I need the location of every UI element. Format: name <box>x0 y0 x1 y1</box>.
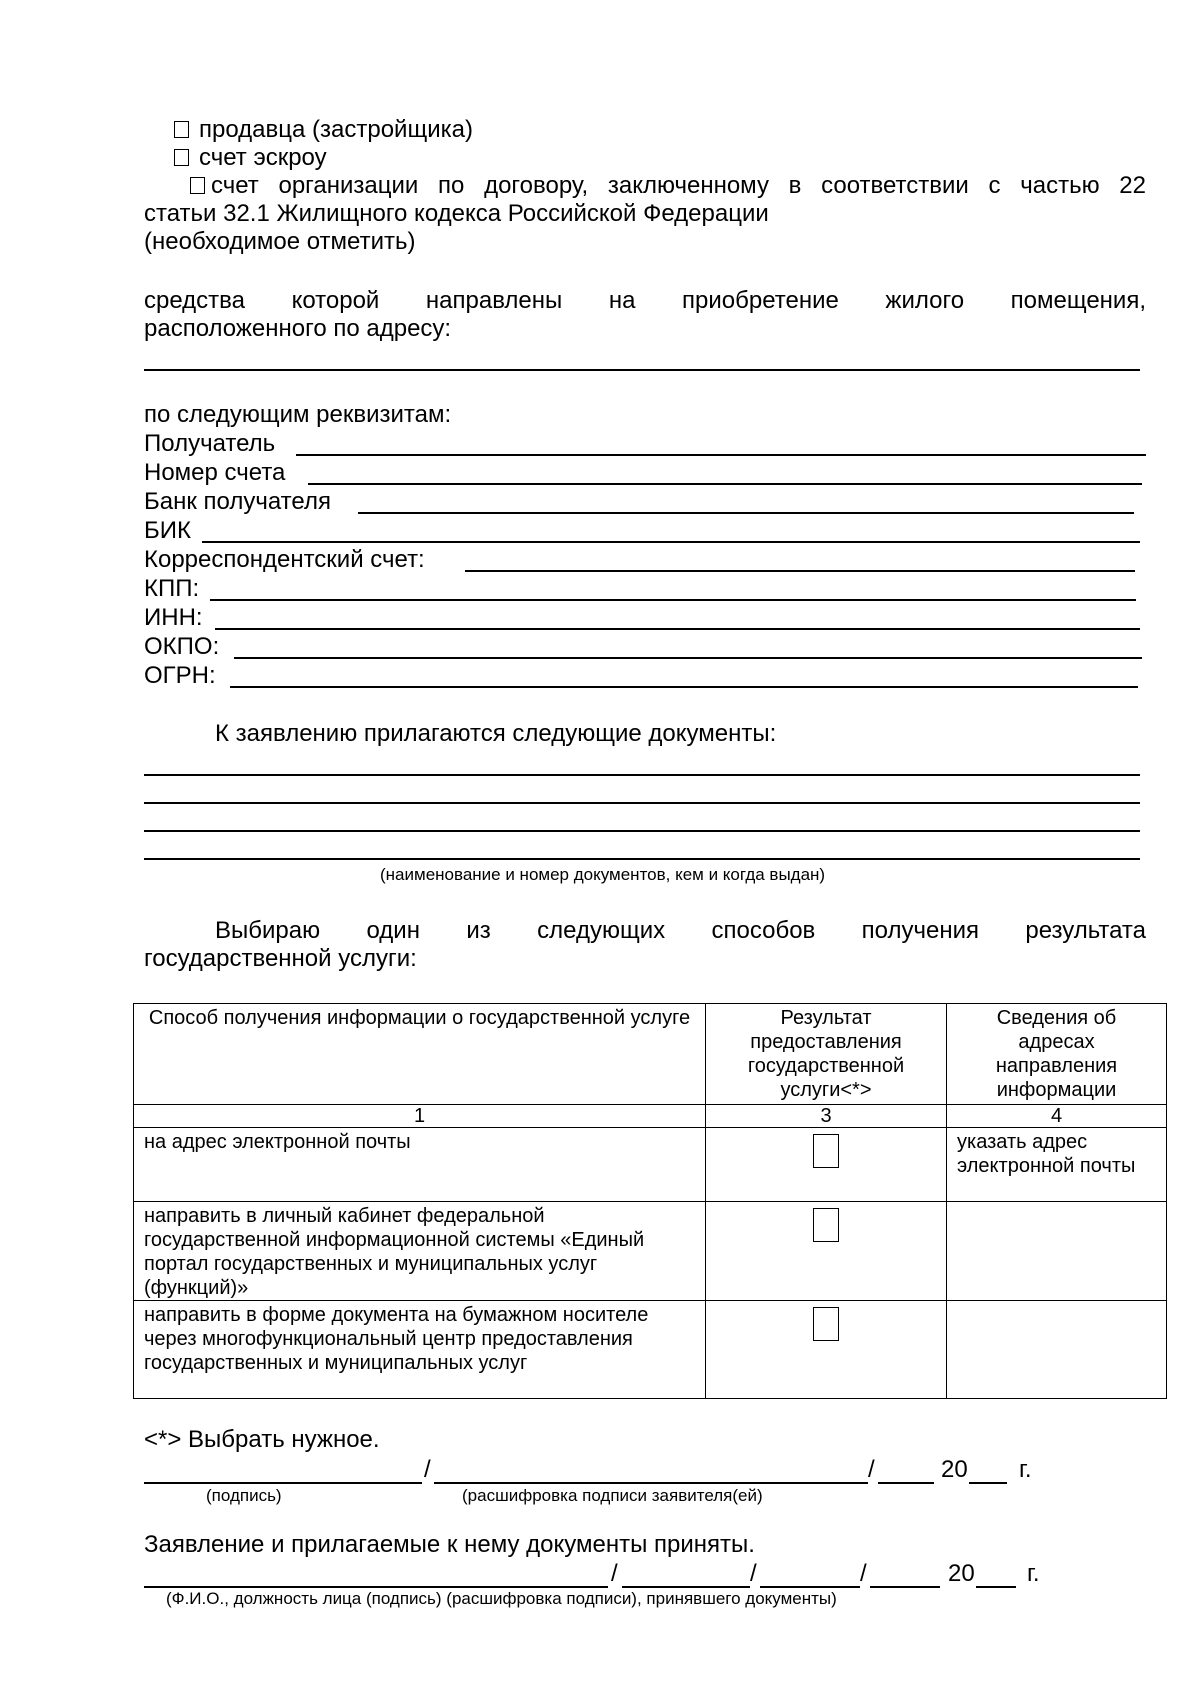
account-number-label: Номер счета <box>144 459 286 486</box>
table-row <box>134 1301 1167 1399</box>
recipient-input[interactable] <box>296 454 1146 456</box>
option-org-label: счет организации по договору, заключенному в соответствии с частью 22 <box>211 172 1146 199</box>
signature-caption: (подпись) <box>206 1486 282 1505</box>
row-paper-info <box>947 1301 1167 1399</box>
signature-decode-input[interactable] <box>434 1482 868 1484</box>
okpo-input[interactable] <box>234 657 1142 659</box>
acceptance-date-input[interactable] <box>870 1586 940 1588</box>
acceptance-slash-3: / <box>860 1560 867 1587</box>
email-result-checkbox[interactable] <box>813 1134 839 1168</box>
corr-account-input[interactable] <box>465 570 1135 572</box>
documents-line-2[interactable] <box>144 802 1140 804</box>
address-line[interactable] <box>144 369 1140 371</box>
kpp-input[interactable] <box>210 599 1136 601</box>
corr-account-label: Корреспондентский счет: <box>144 546 425 573</box>
bank-input[interactable] <box>358 512 1134 514</box>
row-email-result <box>706 1128 947 1202</box>
acceptance-year-input[interactable] <box>976 1586 1016 1588</box>
row-portal-info <box>947 1202 1167 1301</box>
bik-input[interactable] <box>202 541 1140 543</box>
method-text-line1: Выбираю один из следующих способов получения результата <box>215 917 1146 944</box>
signature-year-input[interactable] <box>969 1482 1007 1484</box>
col-number-3: 3 <box>706 1105 947 1128</box>
signature-year-prefix: 20 <box>941 1456 968 1483</box>
header-address-info: Сведения об адресах направления информации <box>947 1004 1167 1105</box>
bik-label: БИК <box>144 517 191 544</box>
method-text-line2: государственной услуги: <box>144 945 417 972</box>
signature-year-suffix: г. <box>1019 1456 1032 1483</box>
inn-input[interactable] <box>215 628 1140 630</box>
col-number-4: 4 <box>947 1105 1167 1128</box>
acceptance-year-prefix: 20 <box>948 1560 975 1587</box>
bank-label: Банк получателя <box>144 488 331 515</box>
option-seller <box>174 115 473 144</box>
acceptance-slash-1: / <box>611 1560 618 1587</box>
acceptance-slash-2: / <box>750 1560 757 1587</box>
org-account-checkbox[interactable] <box>190 177 205 194</box>
option-org <box>190 171 1146 200</box>
table-row <box>134 1202 1167 1301</box>
table-header-row <box>134 1004 1167 1105</box>
seller-checkbox[interactable] <box>174 121 189 138</box>
row-email-method: на адрес электронной почты <box>134 1128 706 1202</box>
kpp-label: КПП: <box>144 575 200 602</box>
acceptance-caption: (Ф.И.О., должность лица (подпись) (расшифровка подписи), принявшего документы) <box>166 1589 837 1608</box>
option-escrow-label: счет эскроу <box>199 144 327 171</box>
header-method: Способ получения информации о государственной услуге <box>134 1004 706 1105</box>
acceptance-name-input[interactable] <box>144 1586 608 1588</box>
ogrn-label: ОГРН: <box>144 662 216 689</box>
documents-intro: К заявлению прилагаются следующие документы: <box>215 720 777 747</box>
option-org-line2: статьи 32.1 Жилищного кодекса Российской Федерации <box>144 200 769 227</box>
acceptance-title: Заявление и прилагаемые к нему документы приняты. <box>144 1531 755 1558</box>
signature-input[interactable] <box>144 1482 422 1484</box>
col-number-1: 1 <box>134 1105 706 1128</box>
signature-decode-caption: (расшифровка подписи заявителя(ей) <box>462 1486 763 1505</box>
ogrn-input[interactable] <box>230 686 1138 688</box>
acceptance-sign-input[interactable] <box>622 1586 750 1588</box>
portal-result-checkbox[interactable] <box>813 1208 839 1242</box>
account-number-input[interactable] <box>308 483 1142 485</box>
row-email-info: указать адрес электронной почты <box>947 1128 1167 1202</box>
option-escrow <box>174 143 327 172</box>
okpo-label: ОКПО: <box>144 633 220 660</box>
requisites-intro: по следующим реквизитам: <box>144 401 452 428</box>
table-row <box>134 1128 1167 1202</box>
funds-text-line2: расположенного по адресу: <box>144 315 452 342</box>
signature-date-input[interactable] <box>878 1482 934 1484</box>
service-method-table <box>133 1003 1167 1399</box>
option-seller-label: продавца (застройщика) <box>199 116 473 143</box>
funds-text-line1: средства которой направлены на приобретение жилого помещения, <box>144 287 1146 314</box>
slash-2: / <box>868 1456 875 1483</box>
row-portal-method: направить в личный кабинет федеральной государственной информационной системы «Единый портал государственных и муниципальных услуг (функций)» <box>134 1202 706 1301</box>
row-paper-method: направить в форме документа на бумажном носителе через многофункциональный центр предоставления государственных и муниципальных услуг <box>134 1301 706 1399</box>
documents-line-1[interactable] <box>144 774 1140 776</box>
inn-label: ИНН: <box>144 604 203 631</box>
documents-line-3[interactable] <box>144 830 1140 832</box>
recipient-label: Получатель <box>144 430 276 457</box>
documents-caption: (наименование и номер документов, кем и когда выдан) <box>380 865 826 884</box>
documents-line-4[interactable] <box>144 858 1140 860</box>
table-number-row <box>134 1105 1167 1128</box>
slash-1: / <box>424 1456 431 1483</box>
row-portal-result <box>706 1202 947 1301</box>
acceptance-year-suffix: г. <box>1027 1560 1040 1587</box>
row-paper-result <box>706 1301 947 1399</box>
options-note: (необходимое отметить) <box>144 228 416 255</box>
acceptance-decode-input[interactable] <box>760 1586 860 1588</box>
header-result: Результат предоставления государственной услуги<*> <box>706 1004 947 1105</box>
escrow-checkbox[interactable] <box>174 149 189 166</box>
footnote: <*> Выбрать нужное. <box>144 1426 380 1453</box>
paper-result-checkbox[interactable] <box>813 1307 839 1341</box>
